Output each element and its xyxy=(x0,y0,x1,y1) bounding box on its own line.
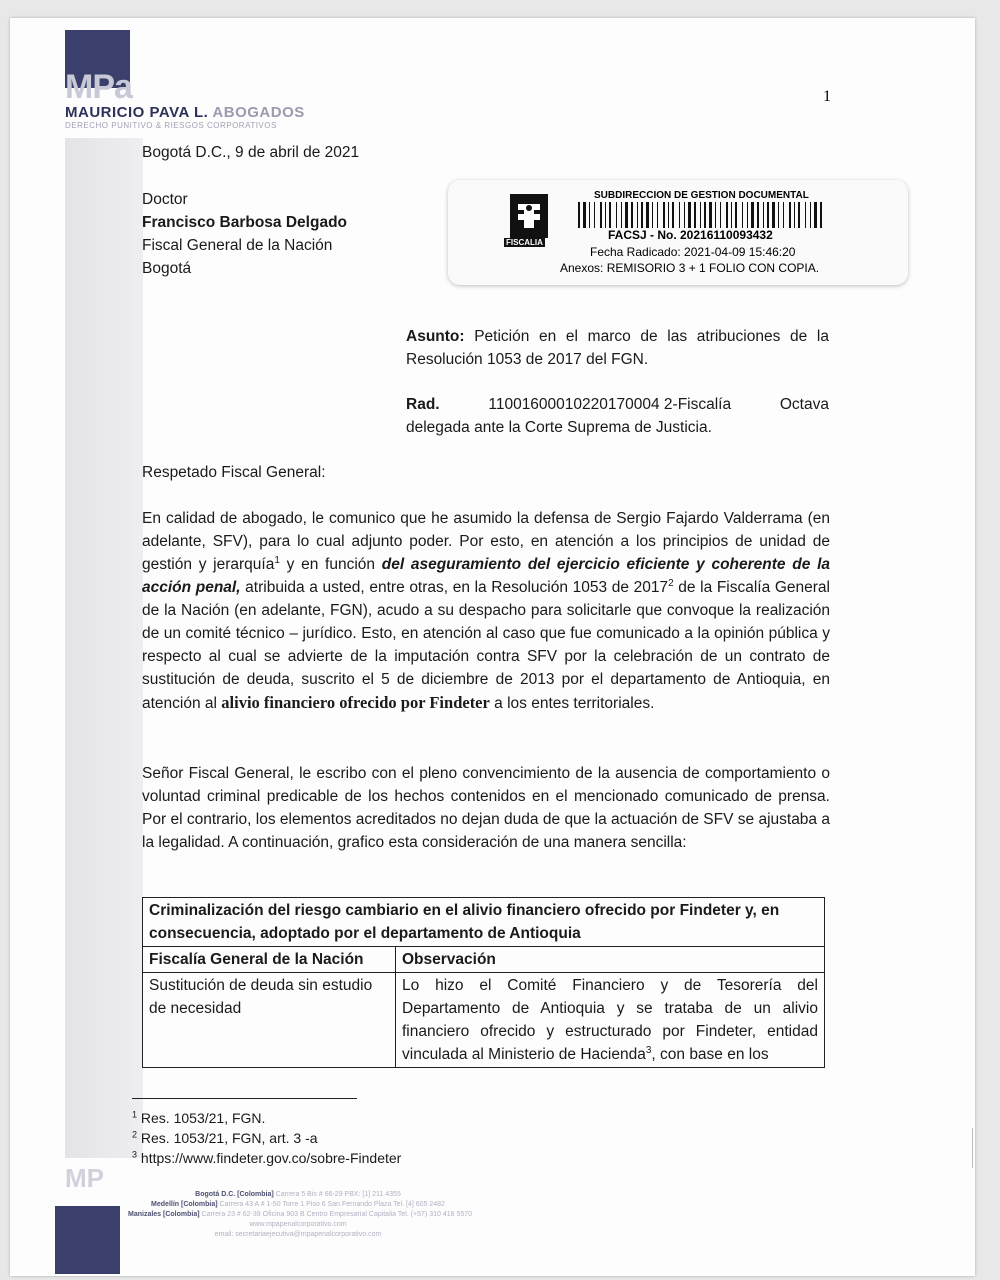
table-cell: Sustitución de deuda sin estudio de necesidad xyxy=(143,973,396,1068)
addressee-position: Fiscal General de la Nación xyxy=(142,237,333,254)
footer-logo: MP xyxy=(65,1163,104,1193)
barcode-icon xyxy=(578,202,823,228)
footnote-ref-3: 3 xyxy=(645,1044,652,1056)
edge-line xyxy=(972,1128,973,1168)
reference-block xyxy=(406,393,829,439)
footer-logo-block xyxy=(55,1206,120,1274)
footer-office: Medellín [Colombia] Carrera 43 A # 1-50 Torre 1 Piso 6 San Fernando Plaza Tel. [4] 605 2482 xyxy=(151,1201,445,1208)
addressee-block xyxy=(142,188,347,280)
subject-text: Petición en el marco de las atribuciones de la Resolución 1053 de 2017 del FGN. xyxy=(406,328,829,368)
document-page xyxy=(10,18,975,1276)
emphasis-text: del aseguramiento del ejercicio eficiente y coherente de la acción penal, xyxy=(142,556,830,596)
letterhead-side-stripe xyxy=(65,138,143,1158)
salutation: Respetado Fiscal General: xyxy=(142,464,326,481)
footer-web: www.mpapenalcorporativo.com xyxy=(249,1221,347,1228)
footnotes xyxy=(132,1108,401,1168)
footer-email: email: secretariaejecutiva@mpapenalcorporativo.com xyxy=(214,1231,382,1238)
firm-tagline: DERECHO PUNITIVO & RIESGOS CORPORATIVOS xyxy=(65,121,277,130)
firm-name-main: MAURICIO PAVA L. xyxy=(65,104,209,121)
table-header-col1: Fiscalía General de la Nación xyxy=(143,947,396,973)
footer-office: Manizales [Colombia] Carrera 23 # 62-39 Oficina 903 B Centro Empresarial Capitalia Tel. (+57) 310 418 5570 xyxy=(128,1211,473,1218)
footer-office: Bogotá D.C. [Colombia] Carrera 5 Bis # 66-29 PBX: [1] 211 4355 xyxy=(195,1191,401,1198)
table-title: Criminalización del riesgo cambiario en el alivio financiero ofrecido por Findeter y, en consecuencia, adoptado por el departamento de Antioquia xyxy=(143,898,825,947)
footnote-item: $^3$ https://www.findeter.gov.co/sobre-Findeter xyxy=(132,1149,402,1166)
footer-offices xyxy=(128,1190,473,1240)
addressee-city: Bogotá xyxy=(142,260,192,277)
stamp-number: FACSJ - No. 20216110093432 xyxy=(608,228,773,242)
addressee-name: Francisco Barbosa Delgado xyxy=(142,214,348,231)
stamp-date: Fecha Radicado: 2021-04-09 15:46:20 xyxy=(590,245,796,259)
table-row xyxy=(143,973,825,1068)
footnote-ref-2: 2 xyxy=(668,577,674,589)
paragraph-1: En calidad de abogado, le comunico que he asumido la defensa de Sergio Fajardo Valderrama (en adelante, SFV), para lo cual adjunto poder. Por esto, en atención a los principios de unidad de gestión y jerarquía$^1$ y en función del aseguramiento del ejercicio eficiente y coherente de la acción penal, atribuida a usted, entre otras, en la Resolución 1053 de 2017$^2$ de la Fiscalía General de la Nación (en adelante, FGN), acudo a su despacho para solicitarle que convoque la realización de un comité técnico – jurídico. Esto, en atención al caso que fue comunicado a la opinión pública y respecto al cual se advierte de la imputación contra SFV por la celebración de un contrato de sustitución de deuda, suscrito el 5 de diciembre de 2013 por el departamento de Antioquia, en atención al alivio financiero ofrecido por Findeter a los entes territoriales. xyxy=(142,510,830,712)
stamp-title: SUBDIRECCION DE GESTION DOCUMENTAL xyxy=(594,190,809,201)
addressee-title: Doctor xyxy=(142,191,188,208)
paragraph-2: Señor Fiscal General, le escribo con el pleno convencimiento de la ausencia de comportamiento o voluntad criminal predicable de los hechos contenidos en el mencionado comunicado de prensa. Por el contrario, los elementos acreditados no dejan duda de que la actuación de SFV se ajustaba a la legalidad. A continuación, grafico esta consideración de una manera sencilla: xyxy=(142,765,830,851)
footnote-divider xyxy=(132,1098,357,1099)
comparison-table xyxy=(142,897,825,1068)
footnote-item: $^1$ Res. 1053/21, FGN. xyxy=(132,1109,266,1126)
reference-word: Octava xyxy=(779,396,829,413)
date-line: Bogotá D.C., 9 de abril de 2021 xyxy=(142,144,360,161)
firm-name-suffix: ABOGADOS xyxy=(212,104,305,121)
subject-label: Asunto: xyxy=(406,328,465,345)
reference-line2: delegada ante la Corte Suprema de Justicia. xyxy=(406,419,712,436)
reference-number: 11001600010220170004 2-Fiscalía xyxy=(488,396,732,413)
bold-phrase: alivio financiero ofrecido por Findeter xyxy=(221,693,490,712)
fiscalia-logo-label: FISCALIA xyxy=(506,238,543,247)
page-number: 1 xyxy=(823,88,831,105)
table-cell-observation: Lo hizo el Comité Financiero y de Tesorería del Departamento de Antioquia y se trataba de un alivio financiero ofrecido y estructurado por Findeter, entidad vinculada al Ministerio de Hacienda$^3$, con base en los xyxy=(396,973,825,1068)
footnote-item: $^2$ Res. 1053/21, FGN, art. 3 -a xyxy=(132,1129,318,1146)
table-header-col2: Observación xyxy=(396,947,825,973)
subject-block xyxy=(406,325,829,371)
firm-logo: MPa xyxy=(65,68,132,106)
firm-name xyxy=(65,104,305,121)
filing-stamp xyxy=(448,180,908,285)
footnote-ref-1: 1 xyxy=(274,554,280,566)
stamp-annexes: Anexos: REMISORIO 3 + 1 FOLIO CON COPIA. xyxy=(560,261,820,275)
reference-label: Rad. xyxy=(406,396,440,413)
